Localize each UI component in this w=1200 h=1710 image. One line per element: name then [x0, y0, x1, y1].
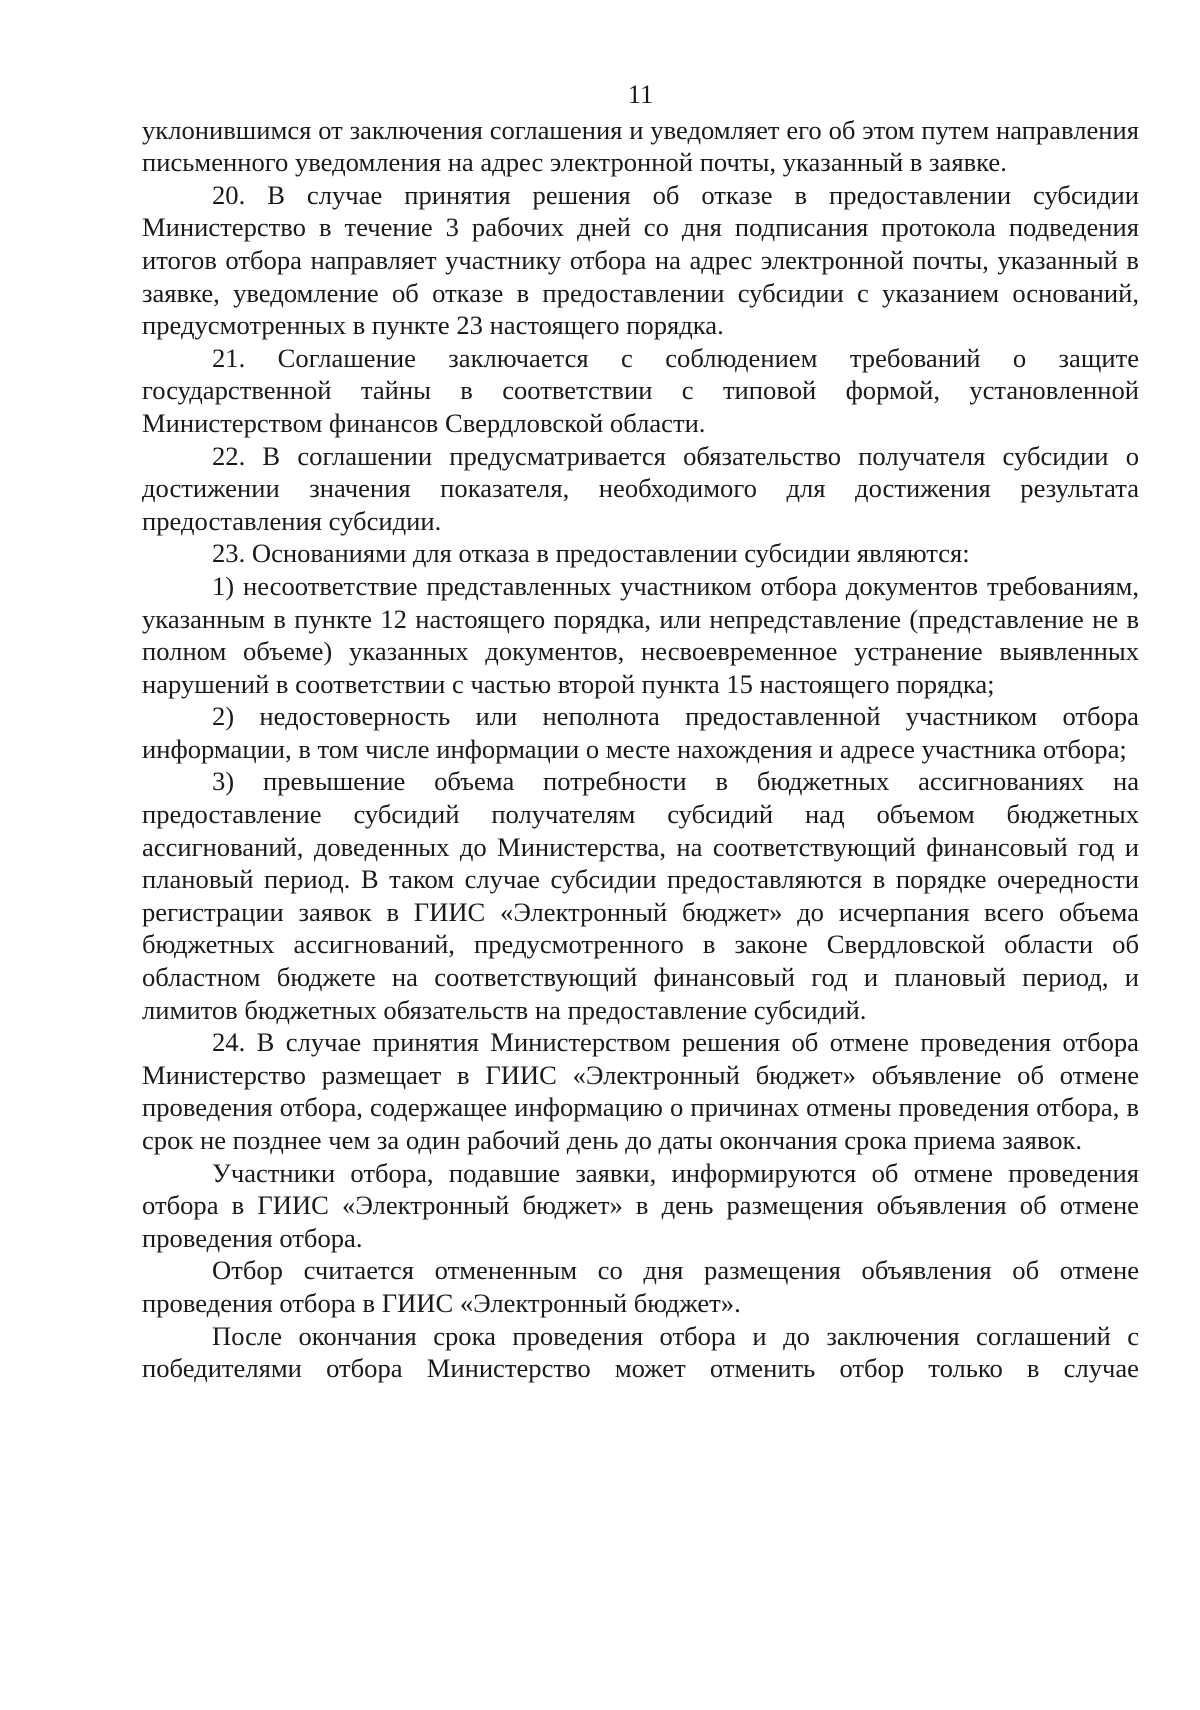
paragraph-item-20: 20. В случае принятия решения об отказе в предоставлении субсидии Министерство в течение 3 рабочих дней со дня подписания протокола подведения итогов отбора направляет участнику отбора на адрес электронной почты, указанный в заявке, уведомление об отказе в предоставлении субсидии с указанием оснований, предусмотренных в пункте 23 настоящего порядка. [142, 179, 1139, 341]
paragraph-cancellation-effective: Отбор считается отмененным со дня размещения объявления об отмене проведения отбора в ГИИС «Электронный бюджет». [142, 1255, 1139, 1318]
paragraph-item-21: 21. Соглашение заключается с соблюдением требований о защите государственной тайны в соответствии с типовой формой, установленной Министерством финансов Свердловской области. [142, 342, 1139, 438]
paragraph-continuation: уклонившимся от заключения соглашения и уведомляет его об этом путем направления письменного уведомления на адрес электронной почты, указанный в заявке. [142, 114, 1139, 178]
paragraph-item-24: 24. В случае принятия Министерством решения об отмене проведения отбора Министерство размещает в ГИИС «Электронный бюджет» объявление об отмене проведения отбора, содержащее информацию о причинах отмены проведения отбора, в срок не позднее чем за один рабочий день до даты окончания срока приема заявок. [142, 1027, 1139, 1155]
paragraph-subitem-1: 1) несоответствие представленных участником отбора документов требованиям, указанным в пункте 12 настоящего порядка, или непредставление (представление не в полном объеме) указанных документов, несвоевременное устранение выявленных нарушений в соответствии с частью второй пункта 15 настоящего порядка; [142, 570, 1139, 699]
paragraph-item-23: 23. Основаниями для отказа в предоставлении субсидии являются: [212, 538, 970, 569]
paragraph-subitem-3: 3) превышение объема потребности в бюджетных ассигнованиях на предоставление субсидий получателям субсидий над объемом бюджетных ассигнований, доведенных до Министерства, на соответствующий финансовый год и плановый период. В таком случае субсидии предоставляются в порядке очередности регистрации заявок в ГИИС «Электронный бюджет» до исчерпания всего объема бюджетных ассигнований, предусмотренного в законе Свердловской области об областном бюджете на соответствующий финансовый год и плановый период, и лимитов бюджетных обязательств на предоставление субсидий. [142, 766, 1139, 1025]
page-number: 11 [627, 79, 654, 109]
paragraph-item-22: 22. В соглашении предусматривается обязательство получателя субсидии о достижении значения показателя, необходимого для достижения результата предоставления субсидии. [142, 440, 1139, 536]
paragraph-post-deadline: После окончания срока проведения отбора и до заключения соглашений с победителями отбора Министерство может отменить отбор только в случае [142, 1320, 1139, 1384]
paragraph-subitem-2: 2) недостоверность или неполнота предоставленной участником отбора информации, в том числе информации о месте нахождения и адресе участника отбора; [142, 701, 1139, 764]
paragraph-participants-notice: Участники отбора, подавшие заявки, информируются об отмене проведения отбора в ГИИС «Электронный бюджет» в день размещения объявления об отмене проведения отбора. [142, 1157, 1139, 1253]
document-page [142, 78, 1139, 1385]
